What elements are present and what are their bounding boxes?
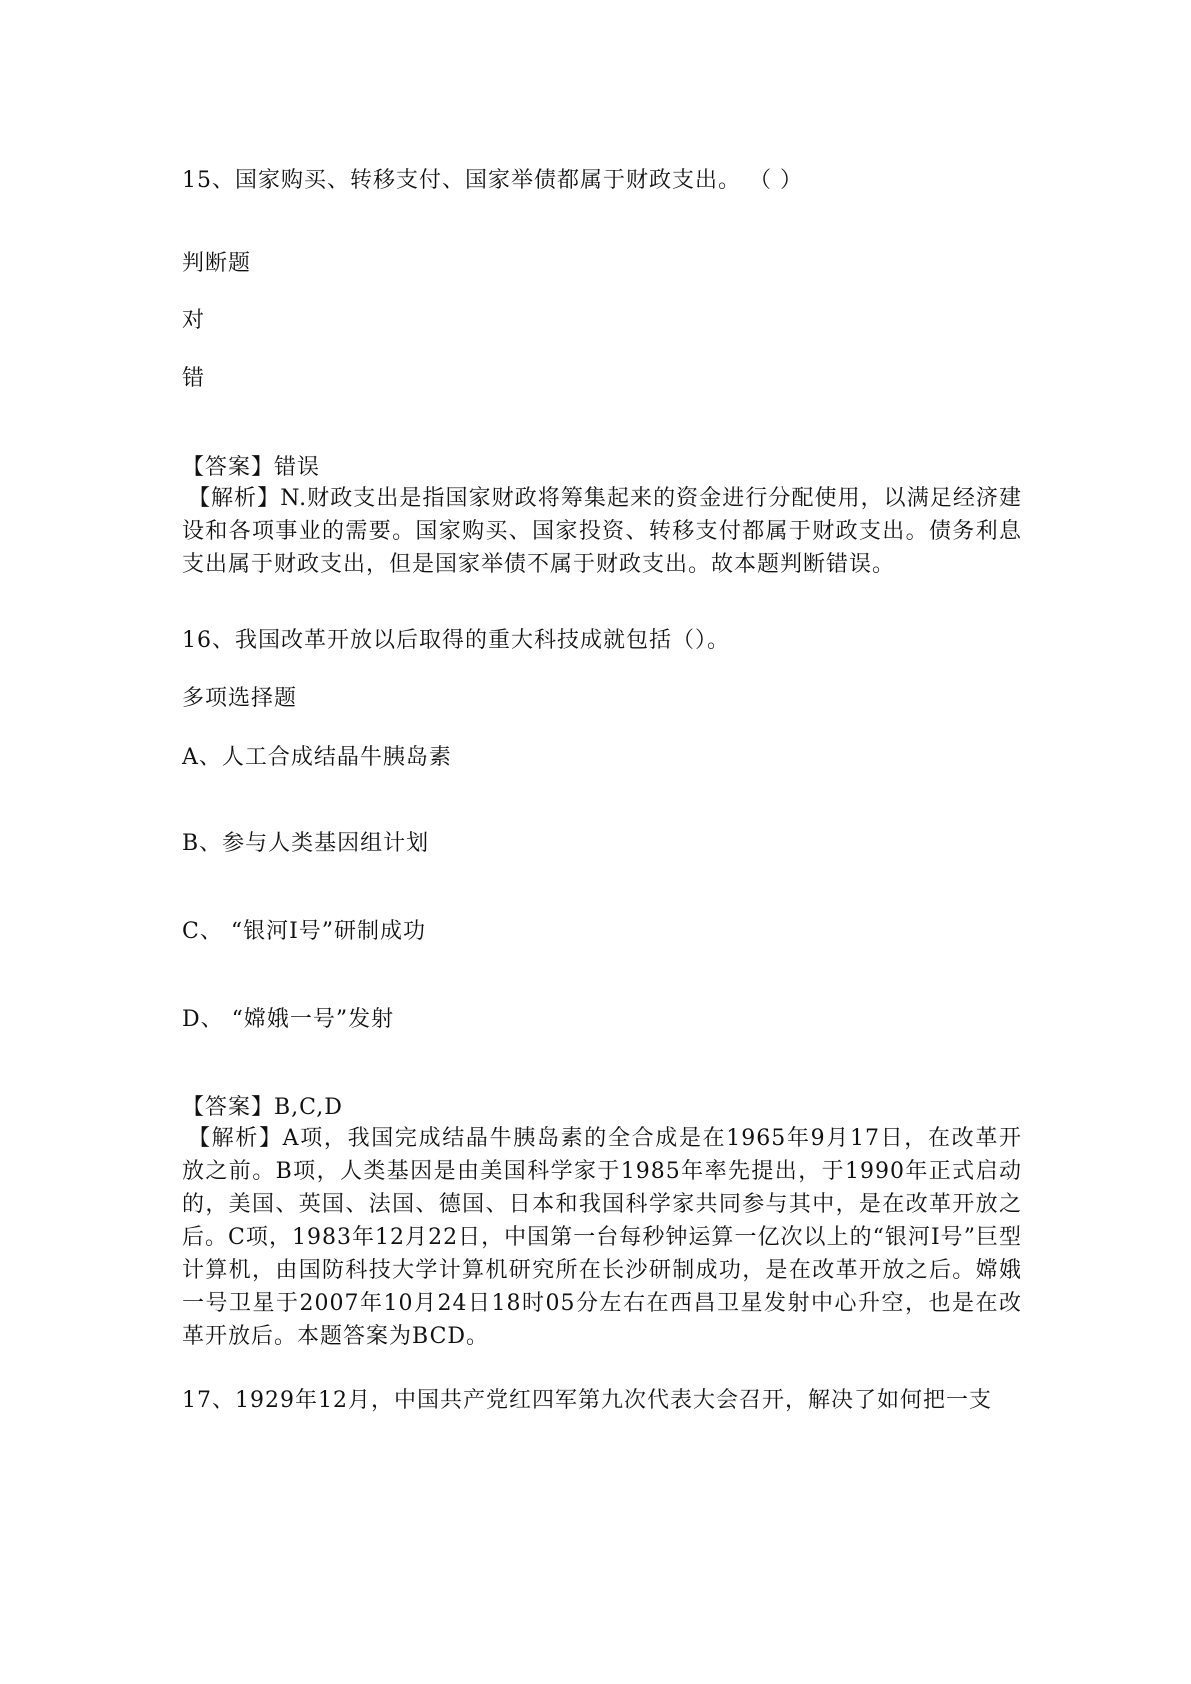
question-15-option-2: 错 [182,366,206,391]
question-16-analysis: 【解析】A项，我国完成结晶牛胰岛素的全合成是在1965年9月17日，在改革开放之前。B项，人类基因是由美国科学家于1985年率先提出，于1990年正式启动的，美国、英国、法国、德国、日本和我国科学家共同参与其中，是在改革开放之后。C项，1983年12月22日，中国第一台每秒钟运算一亿次以上的“银河Ⅰ号”巨型计算机，由国防科技大学计算机研究所在长沙研制成功，是在改革开放之后。嫦娥一号卫星于2007年10月24日18时05分左右在西昌卫星发射中心升空，也是在改革开放后。本题答案为BCD。 [182,1126,1022,1349]
question-15-text: 15、国家购买、转移支付、国家举债都属于财政支出。 （ ） [182,168,803,193]
question-16-text: 16、我国改革开放以后取得的重大科技成就包括（）。 [182,628,730,653]
question-16-option-a: A、人工合成结晶牛胰岛素 [182,745,452,770]
question-16-option-d: D、 “嫦娥一号”发射 [182,1007,395,1032]
question-17-text: 17、1929年12月，中国共产党红四军第九次代表大会召开，解决了如何把一支 [182,1388,992,1413]
question-15-type: 判断题 [182,251,252,276]
question-15-option-1: 对 [182,308,206,333]
question-15-answer: 【答案】错误 [182,455,321,480]
question-15-analysis: 【解析】N.财政支出是指国家财政将筹集起来的资金进行分配使用，以满足经济建设和各项事业的需要。国家购买、国家投资、转移支付都属于财政支出。债务利息支出属于财政支出，但是国家举债不属于财政支出。故本题判断错误。 [182,486,1022,577]
question-16-option-b: B、参与人类基因组计划 [182,831,430,856]
question-16-option-c: C、 “银河Ⅰ号”研制成功 [182,919,427,944]
question-16-type: 多项选择题 [182,686,298,711]
question-16-answer: 【答案】B,C,D [182,1095,343,1120]
